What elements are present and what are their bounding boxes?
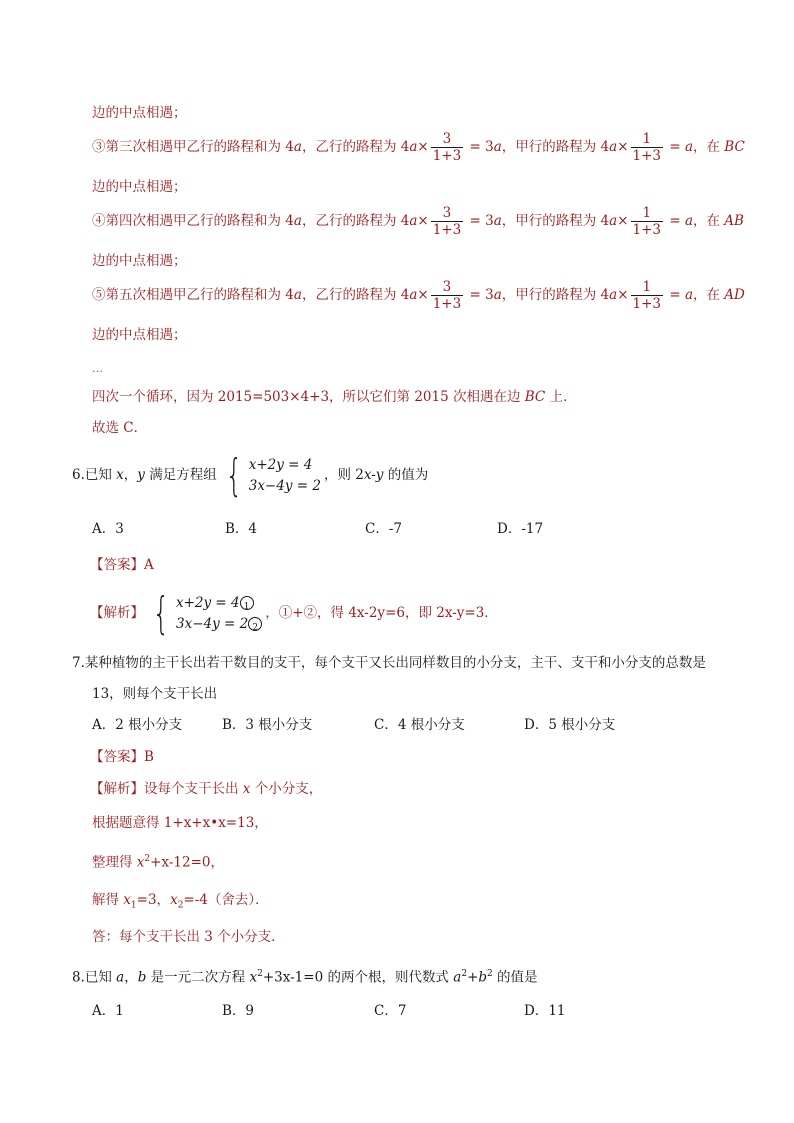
option-b: B．9 [222, 1003, 255, 1019]
explanation-line: 整理得 $x^2+x-12=0$， [92, 854, 224, 871]
answer: 【答案】A [90, 557, 154, 573]
solution-step-3: ③第三次相遇甲乙行的路程和为 4a，乙行的路程为 4a× $\frac{3}{1+3}$ = 3a，甲行的路程为 4a× $\frac{1}{1+3}$ = a，在 BC [92, 131, 745, 164]
option-d: D．5 根小分支 [524, 717, 616, 733]
solution-step-5: ⑤第五次相遇甲乙行的路程和为 4a，乙行的路程为 4a× $\frac{3}{1+3}$ = 3a，甲行的路程为 4a× $\frac{1}{1+3}$ = a，在 AD [92, 279, 745, 312]
question-7-stem-cont: 13，则每个支干长出 [92, 686, 218, 702]
text-line: 边的中点相遇； [92, 179, 187, 195]
explanation-line: 根据题意得 1+x+x•x=13， [92, 815, 268, 831]
text-line: 故选 C． [92, 420, 148, 436]
fraction: $\frac{1}{1+3}$ [632, 279, 662, 312]
explanation: 【解析】 { x+2y = 4 1 3x−4y = 2 2 ，①+②，得 4x-2y=6，即 2x-y=3． [90, 587, 498, 639]
option-b: B．3 根小分支 [222, 717, 313, 733]
fraction: $\frac{1}{1+3}$ [632, 131, 662, 164]
text-line: 边的中点相遇； [92, 327, 187, 343]
question-7-stem: 7.某种植物的主干长出若干数目的支干，每个支干又长出同样数目的小分支，主干、支干和小分支的总数是 [72, 655, 706, 671]
explanation-line: 【解析】设每个支干长出 x 个小分支， [90, 781, 323, 797]
answer: 【答案】B [90, 749, 154, 765]
text-line: 边的中点相遇； [92, 105, 187, 121]
brace-icon: { [225, 449, 243, 501]
option-b: B．4 [225, 521, 258, 537]
fraction: $\frac{3}{1+3}$ [432, 205, 462, 238]
text-line: 边的中点相遇； [92, 253, 187, 269]
fraction: $\frac{3}{1+3}$ [432, 279, 462, 312]
question-6-stem: 6.已知 x，y 满足方程组 { x+2y = 4 3x−4y = 2 ，则 2x-y 的值为 [72, 449, 429, 501]
option-c: C．7 [374, 1003, 407, 1019]
option-d: D．-17 [497, 521, 544, 537]
explanation-line: 答：每个支干长出 3 个小分支． [92, 929, 285, 945]
fraction: $\frac{1}{1+3}$ [632, 205, 662, 238]
option-a: A．3 [92, 521, 124, 537]
solution-step-4: ④第四次相遇甲乙行的路程和为 4a，乙行的路程为 4a× $\frac{3}{1+3}$ = 3a，甲行的路程为 4a× $\frac{1}{1+3}$ = a，在 AB [92, 205, 744, 238]
brace-icon: { [152, 587, 170, 639]
question-8-stem: 8.已知 a，b 是一元二次方程 $x^2+3x-1=0$ 的两个根，则代数式 $a^2+b^2$ 的值是 [72, 969, 538, 986]
explanation-line: 解得 $x_1=3$，$x_2=-4$（舍去）． [92, 892, 269, 911]
option-a: A．2 根小分支 [92, 717, 183, 733]
fraction: $\frac{3}{1+3}$ [432, 131, 462, 164]
equation-system: { x+2y = 4 3x−4y = 2 [225, 449, 321, 501]
option-c: C．4 根小分支 [374, 717, 465, 733]
option-a: A．1 [92, 1003, 124, 1019]
text-line: 四次一个循环，因为 2015=503×4+3，所以它们第 2015 次相遇在边 BC 上． [92, 389, 577, 405]
option-d: D．11 [524, 1003, 566, 1019]
equation-system: { x+2y = 4 1 3x−4y = 2 2 [147, 592, 262, 636]
ellipsis: … [92, 362, 103, 375]
option-c: C．-7 [365, 521, 402, 537]
